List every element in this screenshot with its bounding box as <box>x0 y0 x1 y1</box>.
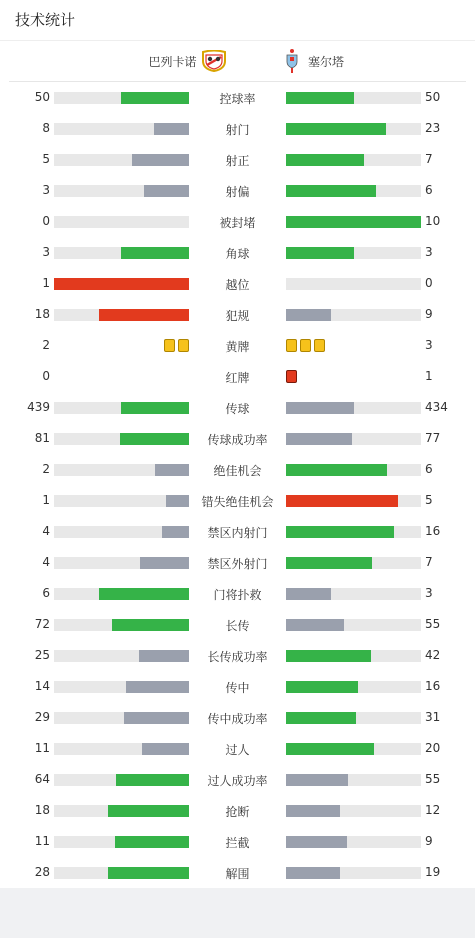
away-value: 6 <box>425 183 433 197</box>
home-value: 3 <box>42 183 50 197</box>
away-value: 1 <box>425 369 433 383</box>
stat-row <box>0 268 475 299</box>
away-bar-fill <box>286 185 376 197</box>
home-value: 14 <box>34 679 50 693</box>
away-value: 50 <box>425 90 441 104</box>
away-bar-fill <box>286 495 398 507</box>
away-bar-fill <box>286 402 354 414</box>
home-bar-track <box>54 123 189 135</box>
stat-label: 解围 <box>225 867 250 881</box>
stat-label: 红牌 <box>225 371 250 385</box>
home-value: 0 <box>42 369 50 383</box>
home-bar-track <box>54 774 189 786</box>
home-bar-fill <box>121 247 189 259</box>
stat-label: 抢断 <box>225 805 250 819</box>
stat-label: 射正 <box>225 154 250 168</box>
home-value: 72 <box>34 617 50 631</box>
stat-label: 绝佳机会 <box>213 464 262 478</box>
home-bar-track <box>54 805 189 817</box>
away-bar-track <box>286 495 421 507</box>
stat-label: 射偏 <box>225 185 250 199</box>
stat-row <box>0 516 475 547</box>
yellow-card-icon <box>300 339 311 352</box>
home-bar-fill <box>126 681 189 693</box>
away-bar-track <box>286 216 421 228</box>
yellow-card-icon <box>314 339 325 352</box>
away-bar-fill <box>286 557 372 569</box>
home-bar-track <box>54 712 189 724</box>
home-bar-fill <box>116 774 189 786</box>
away-value: 7 <box>425 152 433 166</box>
home-bar-fill <box>120 433 189 445</box>
away-bar-track <box>286 185 421 197</box>
home-bar-track <box>54 743 189 755</box>
away-value: 3 <box>425 245 433 259</box>
stat-label: 被封堵 <box>219 216 256 230</box>
home-value: 25 <box>34 648 50 662</box>
away-bar-fill <box>286 216 421 228</box>
stat-row <box>0 485 475 516</box>
home-bar-fill <box>54 278 189 290</box>
away-bar-track <box>286 278 421 290</box>
teams-header <box>9 41 466 82</box>
home-bar-fill <box>108 805 189 817</box>
home-value: 4 <box>42 524 50 538</box>
home-value: 18 <box>34 803 50 817</box>
away-value: 12 <box>425 803 441 817</box>
away-bar-track <box>286 402 421 414</box>
away-bar-fill <box>286 92 354 104</box>
home-bar-fill <box>142 743 189 755</box>
home-value: 29 <box>34 710 50 724</box>
stat-label: 禁区外射门 <box>207 557 268 571</box>
stat-label: 控球率 <box>219 92 256 106</box>
home-bar-track <box>54 92 189 104</box>
away-bar-fill <box>286 712 356 724</box>
stat-row <box>0 144 475 175</box>
away-value: 434 <box>425 400 448 414</box>
away-bar-fill <box>286 619 344 631</box>
away-bar-track <box>286 681 421 693</box>
home-bar-track <box>54 681 189 693</box>
away-bar-fill <box>286 309 331 321</box>
away-bar-fill <box>286 123 386 135</box>
stat-row <box>0 702 475 733</box>
home-bar-fill <box>140 557 189 569</box>
away-bar-track <box>286 433 421 445</box>
home-value: 8 <box>42 121 50 135</box>
home-value: 4 <box>42 555 50 569</box>
home-bar-fill <box>121 402 189 414</box>
home-team-name: 巴列卡诺 <box>148 54 197 69</box>
home-bar-track <box>54 464 189 476</box>
stat-row <box>0 113 475 144</box>
stat-label: 门将扑救 <box>213 588 262 602</box>
away-bar-fill <box>286 774 348 786</box>
stat-row <box>0 857 475 888</box>
away-value: 7 <box>425 555 433 569</box>
home-bar-fill <box>121 92 189 104</box>
away-bar-track <box>286 526 421 538</box>
stat-row <box>0 82 475 113</box>
stat-label: 越位 <box>225 278 250 292</box>
home-bar-fill <box>99 309 189 321</box>
yellow-card-icon <box>178 339 189 352</box>
home-value: 5 <box>42 152 50 166</box>
stat-label: 角球 <box>225 247 250 261</box>
home-bar-fill <box>124 712 189 724</box>
away-value: 31 <box>425 710 441 724</box>
home-cards <box>164 339 189 352</box>
home-bar-track <box>54 619 189 631</box>
home-value: 50 <box>34 90 50 104</box>
away-value: 16 <box>425 679 441 693</box>
away-bar-track <box>286 836 421 848</box>
away-bar-track <box>286 557 421 569</box>
home-team-crest-icon <box>201 50 227 72</box>
away-team[interactable] <box>284 41 344 81</box>
home-bar-track <box>54 526 189 538</box>
away-bar-fill <box>286 743 374 755</box>
home-value: 1 <box>42 493 50 507</box>
home-bar-track <box>54 557 189 569</box>
away-bar-track <box>286 464 421 476</box>
home-bar-fill <box>166 495 189 507</box>
stat-label: 长传成功率 <box>207 650 268 664</box>
home-bar-fill <box>139 650 189 662</box>
stat-row <box>0 826 475 857</box>
home-bar-track <box>54 216 189 228</box>
home-bar-fill <box>155 464 189 476</box>
home-bar-fill <box>108 867 189 879</box>
away-bar-track <box>286 712 421 724</box>
stat-label: 过人 <box>225 743 250 757</box>
away-value: 5 <box>425 493 433 507</box>
stat-row <box>0 206 475 237</box>
stat-label: 错失绝佳机会 <box>201 495 274 509</box>
home-value: 11 <box>34 834 50 848</box>
home-bar-track <box>54 402 189 414</box>
away-bar-fill <box>286 805 340 817</box>
stat-row <box>0 237 475 268</box>
stat-label: 禁区内射门 <box>207 526 268 540</box>
home-value: 11 <box>34 741 50 755</box>
away-bar-track <box>286 154 421 166</box>
stat-row <box>0 454 475 485</box>
away-bar-track <box>286 92 421 104</box>
stat-row <box>0 330 475 361</box>
away-value: 16 <box>425 524 441 538</box>
home-value: 6 <box>42 586 50 600</box>
away-value: 10 <box>425 214 441 228</box>
home-value: 2 <box>42 338 50 352</box>
home-bar-track <box>54 309 189 321</box>
away-bar-fill <box>286 836 347 848</box>
away-value: 23 <box>425 121 441 135</box>
away-value: 19 <box>425 865 441 879</box>
home-bar-fill <box>162 526 189 538</box>
stat-label: 拦截 <box>225 836 250 850</box>
away-bar-track <box>286 619 421 631</box>
away-value: 0 <box>425 276 433 290</box>
stat-row <box>0 392 475 423</box>
away-bar-track <box>286 867 421 879</box>
stat-label: 犯规 <box>225 309 250 323</box>
away-bar-fill <box>286 433 352 445</box>
stat-row <box>0 547 475 578</box>
stat-row <box>0 361 475 392</box>
away-value: 3 <box>425 338 433 352</box>
home-bar-track <box>54 650 189 662</box>
away-team-crest-icon <box>284 48 300 74</box>
stat-row <box>0 423 475 454</box>
home-value: 3 <box>42 245 50 259</box>
away-value: 6 <box>425 462 433 476</box>
stat-row <box>0 764 475 795</box>
home-value: 64 <box>34 772 50 786</box>
away-value: 9 <box>425 834 433 848</box>
stat-label: 黄牌 <box>225 340 250 354</box>
home-bar-fill <box>132 154 189 166</box>
home-bar-fill <box>144 185 189 197</box>
away-bar-track <box>286 588 421 600</box>
away-bar-fill <box>286 681 358 693</box>
away-cards <box>286 339 325 352</box>
away-bar-track <box>286 247 421 259</box>
home-bar-track <box>54 278 189 290</box>
home-value: 439 <box>27 400 50 414</box>
stat-label: 传球 <box>225 402 250 416</box>
away-bar-fill <box>286 247 354 259</box>
page-title: 技术统计 <box>0 0 475 41</box>
stat-row <box>0 609 475 640</box>
home-bar-track <box>54 185 189 197</box>
away-bar-track <box>286 743 421 755</box>
away-bar-fill <box>286 526 394 538</box>
yellow-card-icon <box>286 339 297 352</box>
yellow-card-icon <box>164 339 175 352</box>
away-bar-track <box>286 309 421 321</box>
away-bar-fill <box>286 464 387 476</box>
home-bar-track <box>54 588 189 600</box>
away-value: 77 <box>425 431 441 445</box>
home-value: 1 <box>42 276 50 290</box>
away-value: 9 <box>425 307 433 321</box>
away-cards <box>286 370 297 383</box>
home-bar-track <box>54 836 189 848</box>
home-bar-fill <box>154 123 189 135</box>
home-value: 18 <box>34 307 50 321</box>
home-value: 81 <box>34 431 50 445</box>
away-bar-fill <box>286 588 331 600</box>
stat-label: 长传 <box>225 619 250 633</box>
home-value: 0 <box>42 214 50 228</box>
red-card-icon <box>286 370 297 383</box>
stat-label: 传中 <box>225 681 250 695</box>
stat-row <box>0 733 475 764</box>
stat-row <box>0 578 475 609</box>
away-value: 3 <box>425 586 433 600</box>
away-bar-track <box>286 805 421 817</box>
home-value: 28 <box>34 865 50 879</box>
away-value: 55 <box>425 772 441 786</box>
home-bar-track <box>54 867 189 879</box>
away-bar-track <box>286 123 421 135</box>
stat-label: 传球成功率 <box>207 433 268 447</box>
stat-row <box>0 671 475 702</box>
home-bar-track <box>54 433 189 445</box>
away-value: 55 <box>425 617 441 631</box>
home-bar-fill <box>115 836 189 848</box>
stat-row <box>0 640 475 671</box>
away-bar-track <box>286 650 421 662</box>
home-team[interactable] <box>148 41 226 81</box>
away-value: 42 <box>425 648 441 662</box>
away-team-name: 塞尔塔 <box>308 54 345 69</box>
home-bar-track <box>54 247 189 259</box>
away-bar-fill <box>286 650 371 662</box>
home-bar-fill <box>99 588 189 600</box>
home-bar-track <box>54 495 189 507</box>
away-bar-fill <box>286 154 364 166</box>
stat-row <box>0 175 475 206</box>
home-bar-fill <box>112 619 189 631</box>
stat-label: 传中成功率 <box>207 712 268 726</box>
stat-row <box>0 795 475 826</box>
away-value: 20 <box>425 741 441 755</box>
home-value: 2 <box>42 462 50 476</box>
home-bar-track <box>54 154 189 166</box>
away-bar-track <box>286 774 421 786</box>
stat-label: 射门 <box>225 123 250 137</box>
stat-label: 过人成功率 <box>207 774 268 788</box>
away-bar-fill <box>286 867 340 879</box>
stat-row <box>0 299 475 330</box>
